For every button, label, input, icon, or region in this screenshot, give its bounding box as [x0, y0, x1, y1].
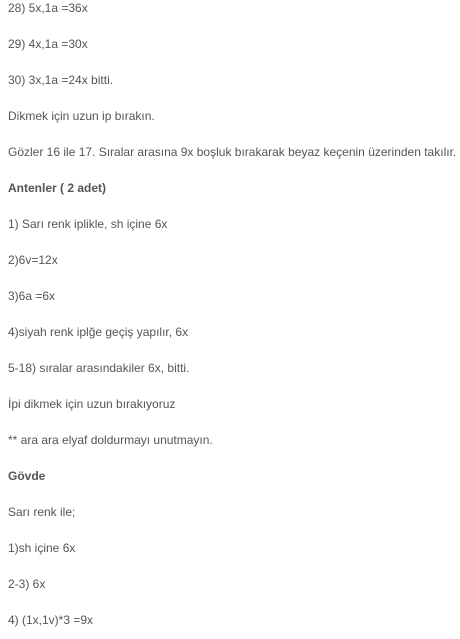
text-line-28: 28) 5x,1a =36x [8, 1, 88, 15]
text-line-stuffing-note: ** ara ara elyaf doldurmayı unutmayın. [8, 433, 213, 447]
text-line-antenna-2: 2)6v=12x [8, 253, 58, 267]
text-line-antenna-3: 3)6a =6x [8, 289, 56, 303]
text-line-sewing-note: Dikmek için uzun ip bırakın. [8, 109, 155, 123]
text-line-antenna-5-18: 5-18) sıralar arasındakiler 6x, bitti. [8, 361, 190, 375]
text-line-body-color: Sarı renk ile; [8, 505, 76, 519]
text-line-29: 29) 4x,1a =30x [8, 37, 88, 51]
text-line-thread-note: İpi dikmek için uzun bırakıyoruz [8, 397, 176, 411]
text-line-antenna-4: 4)siyah renk iplğe geçiş yapılır, 6x [8, 325, 189, 339]
section-heading-govde: Gövde [8, 469, 46, 483]
text-line-eyes-note: Gözler 16 ile 17. Sıralar arasına 9x boşluk bırakarak beyaz keçenin üzerinden takılır. [8, 145, 457, 159]
text-line-body-4: 4) (1x,1v)*3 =9x [8, 613, 94, 627]
text-line-30: 30) 3x,1a =24x bitti. [8, 73, 114, 87]
text-line-body-1: 1)sh içine 6x [8, 541, 76, 555]
text-line-antenna-1: 1) Sarı renk iplikle, sh içine 6x [8, 217, 168, 231]
section-heading-antenler: Antenler ( 2 adet) [8, 181, 107, 195]
text-line-body-2-3: 2-3) 6x [8, 577, 46, 591]
